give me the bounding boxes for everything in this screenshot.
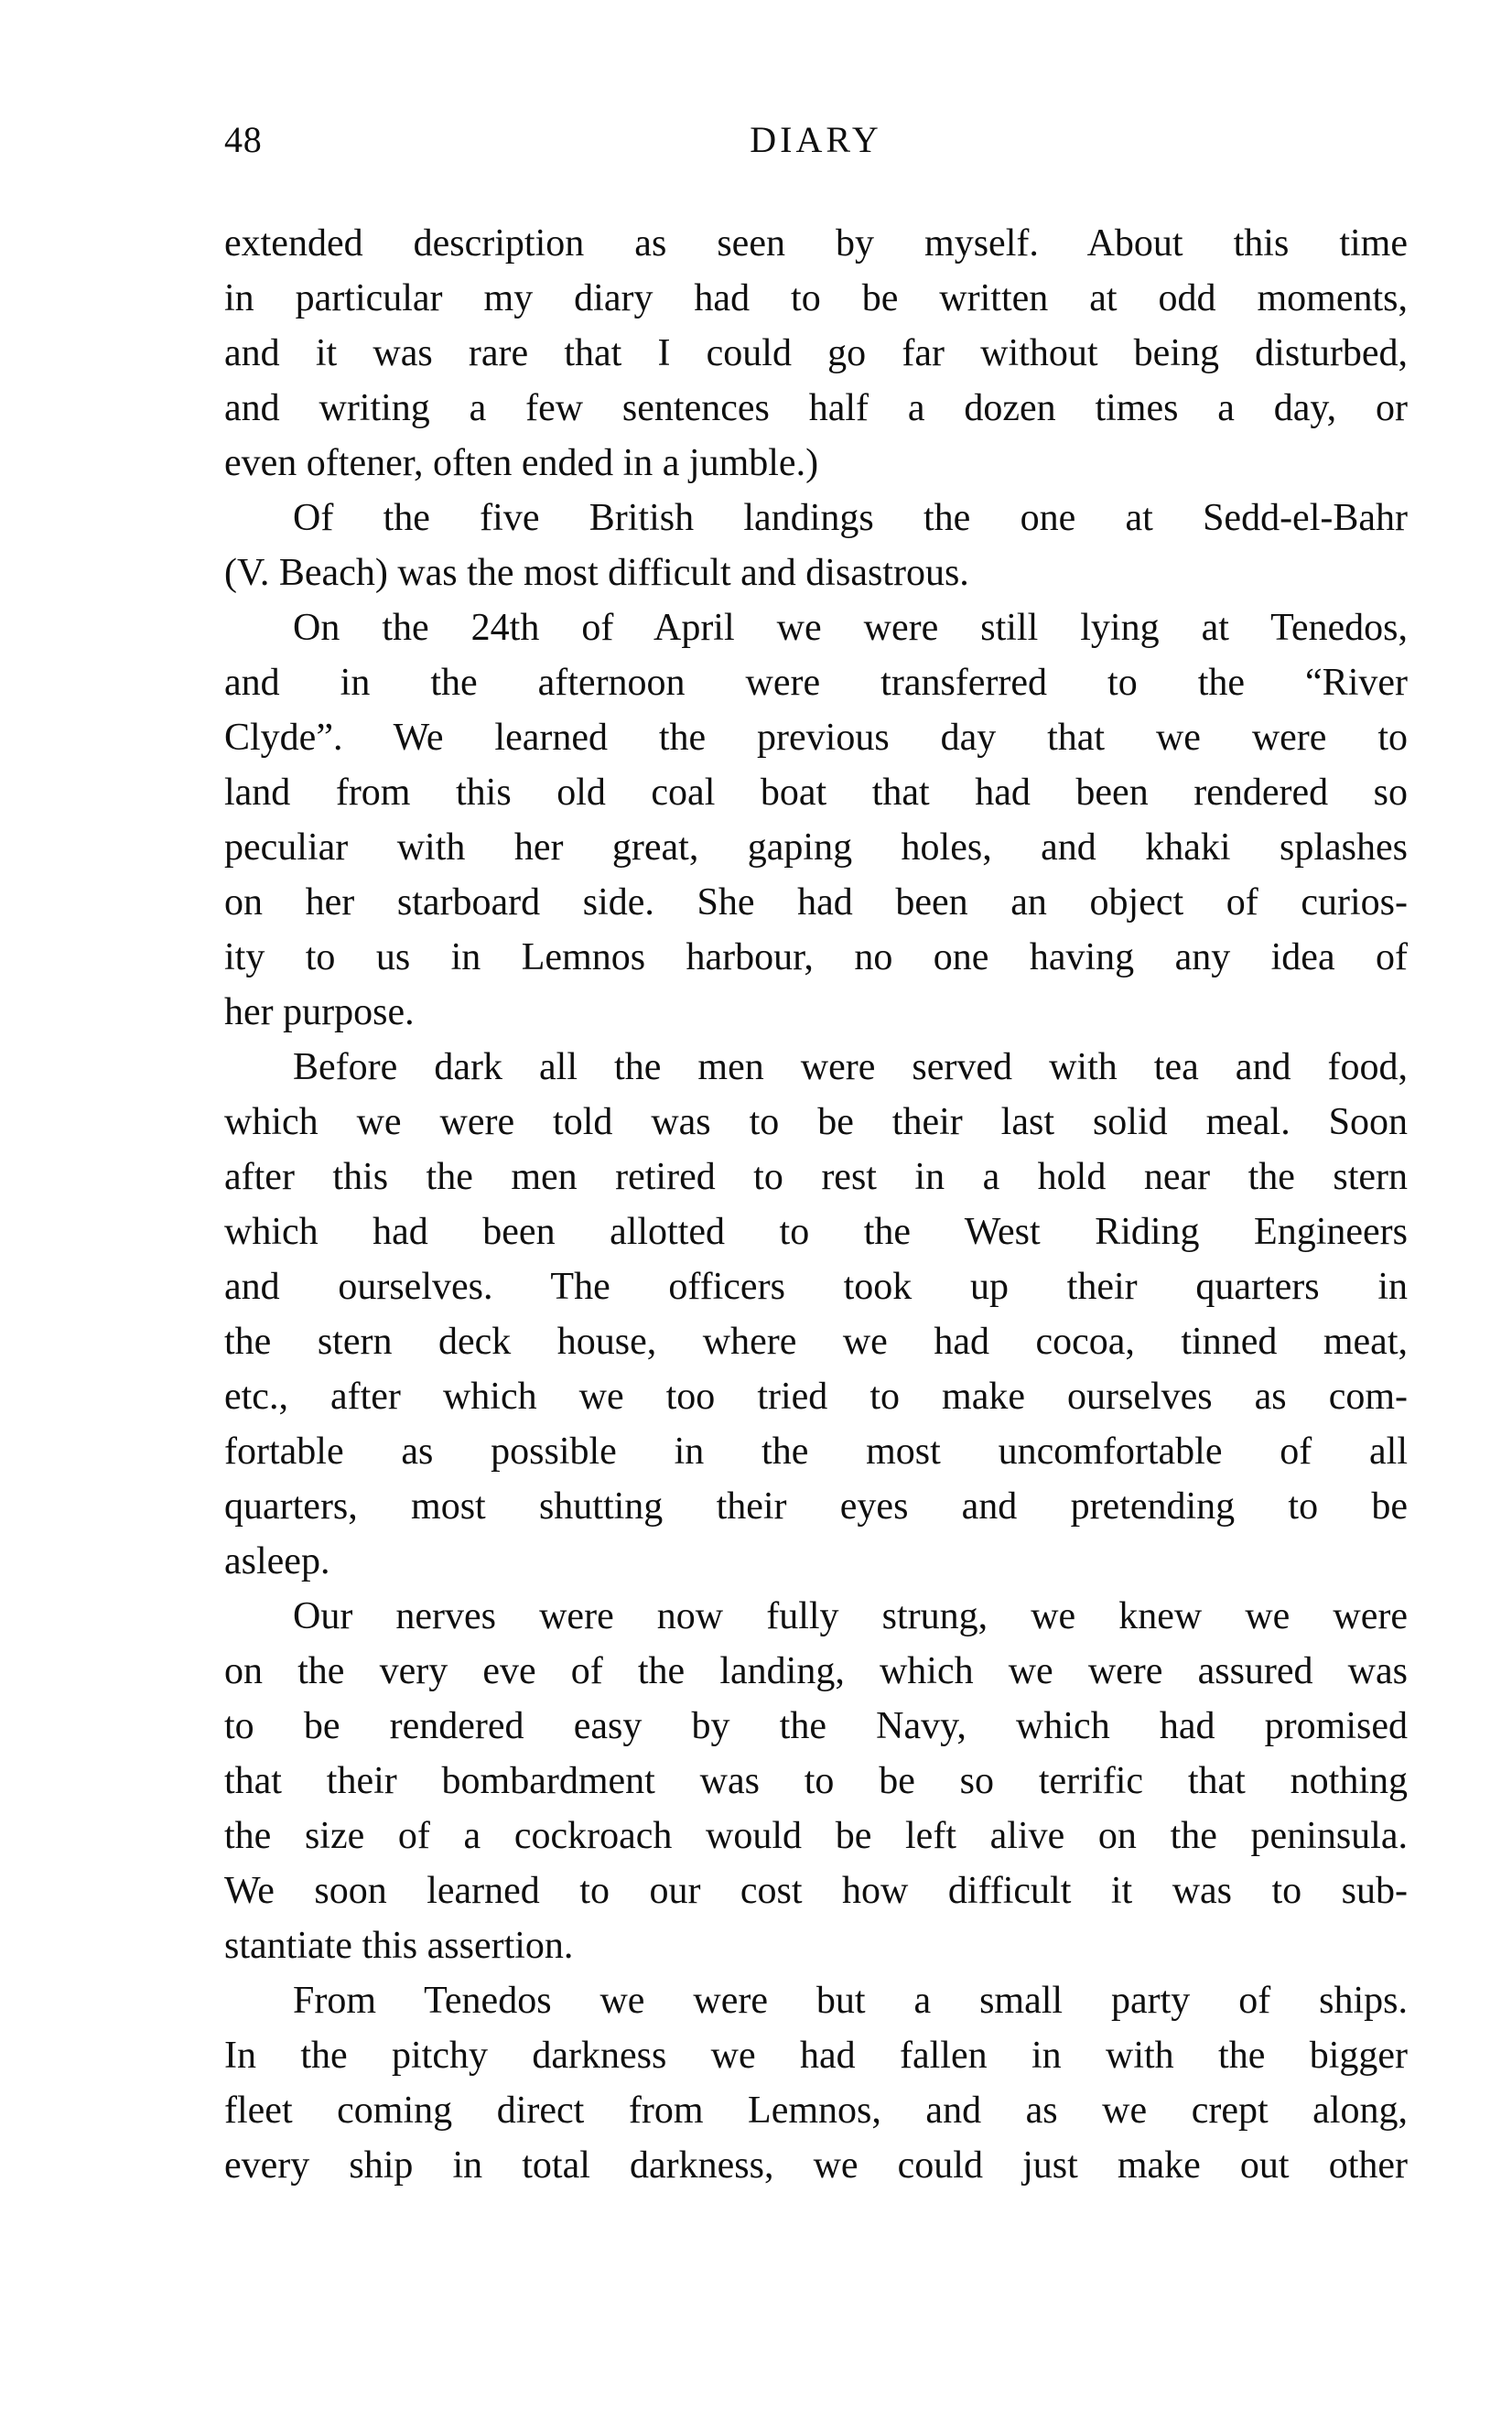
- text-line: and it was rare that I could go far without being disturbed,: [224, 332, 1408, 374]
- paragraph: [224, 491, 1408, 600]
- text-line: which had been allotted to the West Riding Engineers: [224, 1211, 1408, 1253]
- paragraph: [224, 600, 1408, 1040]
- text-line: the stern deck house, where we had cocoa, tinned meat,: [224, 1321, 1408, 1363]
- page-header: [224, 117, 1408, 163]
- paragraph: [224, 1589, 1408, 1973]
- paragraph: [224, 1973, 1408, 2193]
- text-line: asleep.: [224, 1540, 330, 1582]
- text-line: Before dark all the men were served with tea and food,: [293, 1046, 1408, 1088]
- text-line: peculiar with her great, gaping holes, and khaki splashes: [224, 826, 1408, 869]
- text-line: the size of a cockroach would be left alive on the peninsula.: [224, 1815, 1408, 1857]
- paragraph: [224, 1040, 1408, 1589]
- text-line: on her starboard side. She had been an object of curios-: [224, 881, 1408, 923]
- text-line: quarters, most shutting their eyes and pretending to be: [224, 1485, 1408, 1528]
- text-line: stantiate this assertion.: [224, 1925, 574, 1967]
- text-line: in particular my diary had to be written at odd moments,: [224, 277, 1408, 319]
- text-line: In the pitchy darkness we had fallen in with the bigger: [224, 2035, 1408, 2077]
- text-line: that their bombardment was to be so terrific that nothing: [224, 1760, 1408, 1802]
- text-line: on the very eve of the landing, which we were assured was: [224, 1650, 1408, 1692]
- text-line: We soon learned to our cost how difficult it was to sub-: [224, 1870, 1408, 1912]
- text-line: On the 24th of April we were still lying at Tenedos,: [293, 607, 1408, 649]
- text-line: every ship in total darkness, we could just make out other: [224, 2144, 1408, 2187]
- running-title: DIARY: [750, 119, 882, 160]
- text-line: land from this old coal boat that had been rendered so: [224, 772, 1408, 814]
- text-line: her purpose.: [224, 991, 415, 1033]
- text-line: ity to us in Lemnos harbour, no one having any idea of: [224, 936, 1408, 978]
- text-line: Clyde”. We learned the previous day that we were to: [224, 717, 1408, 759]
- text-line: extended description as seen by myself. About this time: [224, 222, 1408, 265]
- text-line: to be rendered easy by the Navy, which had promised: [224, 1705, 1408, 1747]
- text-line: and in the afternoon were transferred to the “River: [224, 662, 1408, 704]
- page-number: 48: [224, 119, 263, 160]
- paragraph: [224, 216, 1408, 491]
- text-line: etc., after which we too tried to make ourselves as com-: [224, 1376, 1408, 1418]
- text-line: even oftener, often ended in a jumble.): [224, 442, 819, 484]
- text-line: after this the men retired to rest in a hold near the stern: [224, 1156, 1408, 1198]
- text-line: fleet coming direct from Lemnos, and as we crept along,: [224, 2090, 1408, 2132]
- text-line: and ourselves. The officers took up their quarters in: [224, 1266, 1408, 1308]
- text-line: fortable as possible in the most uncomfortable of all: [224, 1431, 1408, 1473]
- text-line: which we were told was to be their last solid meal. Soon: [224, 1101, 1408, 1143]
- text-line: From Tenedos we were but a small party of ships.: [293, 1980, 1408, 2022]
- text-line: Our nerves were now fully strung, we knew we were: [293, 1595, 1408, 1637]
- text-line: and writing a few sentences half a dozen times a day, or: [224, 387, 1408, 429]
- text-line: (V. Beach) was the most difficult and disastrous.: [224, 552, 969, 594]
- page-body: [224, 216, 1408, 2193]
- text-line: Of the five British landings the one at Sedd-el-Bahr: [293, 497, 1408, 539]
